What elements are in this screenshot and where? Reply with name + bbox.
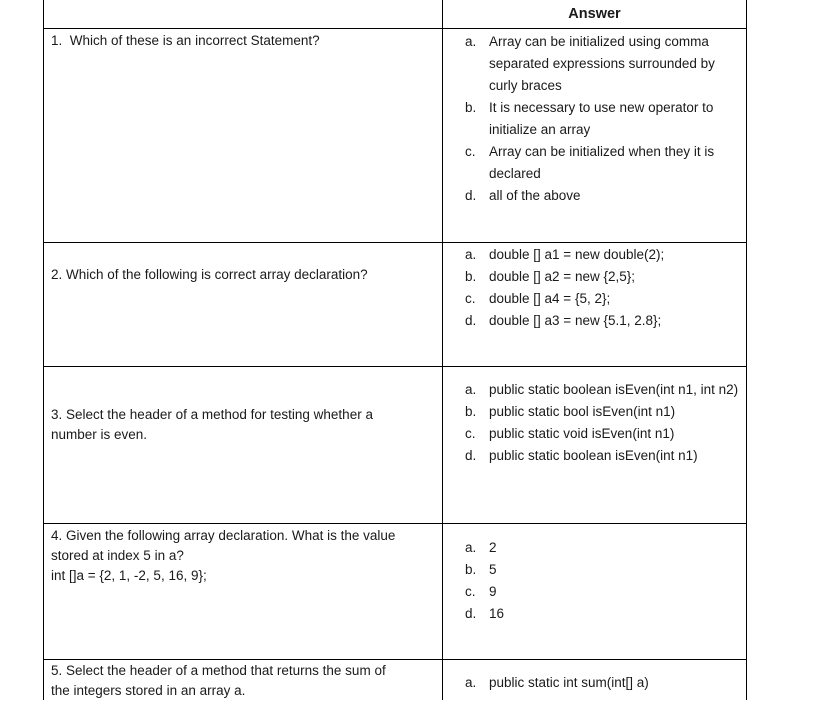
option-text: public static void isEven(int n1) (489, 426, 675, 441)
question-line: 2. Which of the following is correct array declaration? (51, 267, 368, 282)
option-b (465, 401, 743, 423)
option-text: Array can be initialized when they it is declared (489, 144, 715, 181)
row-border (43, 242, 747, 243)
option-letter: c. (465, 291, 476, 306)
option-letter: d. (465, 313, 477, 328)
option-letter: b. (465, 562, 477, 577)
option-text: public static int sum(int[] a) (489, 675, 649, 690)
option-letter: c. (465, 426, 476, 441)
option-text: all of the above (489, 188, 581, 203)
option-a (465, 379, 743, 401)
option-a (465, 537, 743, 559)
option-letter: b. (465, 404, 477, 419)
question-line: stored at index 5 in a? (51, 548, 184, 563)
option-c (465, 288, 743, 310)
question-line: 1. Which of these is an incorrect Statement? (51, 33, 320, 48)
row-border (43, 366, 747, 367)
option-text: double [] a1 = new double(2); (489, 247, 665, 262)
option-letter: a. (465, 540, 477, 555)
question-line: 3. Select the header of a method for testing whether a (51, 407, 373, 422)
option-text: double [] a4 = {5, 2}; (489, 291, 611, 306)
question-2 (51, 265, 431, 285)
option-c (465, 423, 743, 445)
question-3 (51, 405, 431, 445)
option-a (465, 672, 743, 694)
question-line: number is even. (51, 427, 148, 442)
option-letter: b. (465, 100, 477, 115)
answer-options-2 (465, 244, 743, 332)
option-c (465, 581, 743, 603)
option-letter: d. (465, 448, 477, 463)
option-text: public static boolean isEven(int n1, int n2) (489, 382, 739, 397)
question-4 (51, 526, 431, 586)
answer-options-5 (465, 672, 743, 694)
option-c (465, 141, 743, 185)
option-b (465, 266, 743, 288)
option-d (465, 603, 743, 625)
option-letter: c. (465, 584, 476, 599)
option-b (465, 97, 743, 141)
option-d (465, 445, 743, 467)
question-line: int []a = {2, 1, -2, 5, 16, 9}; (51, 568, 207, 583)
option-letter: d. (465, 606, 477, 621)
option-text: Array can be initialized using comma separated expressions surrounded by curly braces (489, 34, 715, 93)
question-line: 4. Given the following array declaration. What is the value (51, 528, 396, 543)
question-5 (51, 661, 431, 701)
option-letter: c. (465, 144, 476, 159)
table-border-right (746, 0, 747, 700)
option-a (465, 244, 743, 266)
option-text: 2 (489, 540, 497, 555)
option-letter: d. (465, 188, 477, 203)
option-b (465, 559, 743, 581)
option-text: 9 (489, 584, 497, 599)
option-letter: b. (465, 269, 477, 284)
table-column-divider (442, 0, 443, 700)
question-1 (51, 31, 431, 51)
option-text: 5 (489, 562, 497, 577)
answer-options-1 (465, 31, 743, 207)
option-d (465, 185, 743, 207)
table-border-left (43, 0, 44, 700)
row-border (43, 523, 747, 524)
option-d (465, 310, 743, 332)
option-a (465, 31, 743, 97)
answer-options-4 (465, 537, 743, 625)
option-text: public static bool isEven(int n1) (489, 404, 676, 419)
option-text: public static boolean isEven(int n1) (489, 448, 698, 463)
option-text: It is necessary to use new operator to initialize an array (489, 100, 714, 137)
option-text: double [] a3 = new {5.1, 2.8}; (489, 313, 662, 328)
option-text: double [] a2 = new {2,5}; (489, 269, 635, 284)
answer-options-3 (465, 379, 743, 467)
question-line: the integers stored in an array a. (51, 683, 246, 698)
option-letter: a. (465, 34, 477, 49)
row-border (43, 659, 747, 660)
question-line: 5. Select the header of a method that returns the sum of (51, 663, 386, 678)
option-letter: a. (465, 382, 477, 397)
answer-column-header: Answer (568, 6, 621, 22)
option-letter: a. (465, 675, 477, 690)
option-text: 16 (489, 606, 505, 621)
option-letter: a. (465, 247, 477, 262)
